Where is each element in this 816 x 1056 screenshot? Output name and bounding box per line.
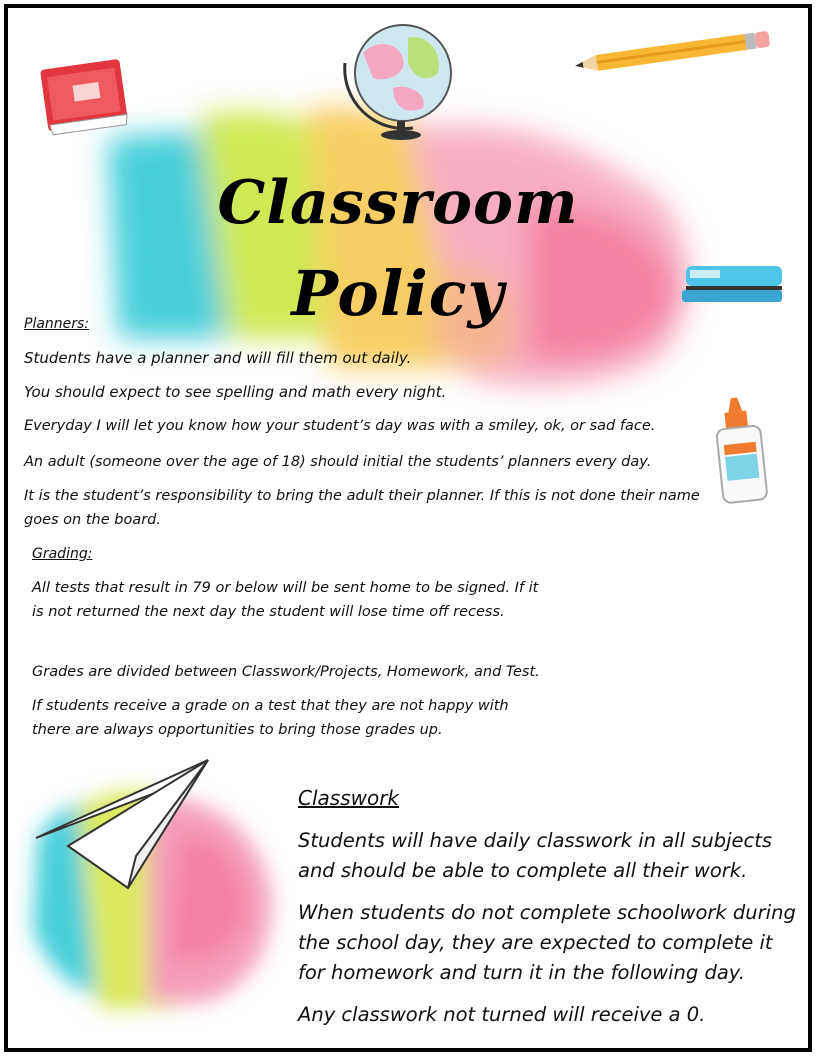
page-title-line2: Policy — [291, 257, 505, 330]
planners-line: Everyday I will let you know how your student’s day was with a smiley, ok, or sad face. — [24, 418, 656, 434]
grading-item: If students receive a grade on a test that they are not happy with there are always opportunities to bring those grades up. — [32, 698, 509, 738]
notebook-icon — [40, 59, 128, 135]
watercolor-splash-title — [108, 107, 689, 386]
grading-item: Grades are divided between Classwork/Projects, Homework, and Test. — [32, 664, 540, 680]
planners-heading: Planners: — [24, 316, 90, 332]
planners-line: It is the student’s responsibility to bring the adult their planner. If this is not done their name goes on the board. — [24, 488, 700, 528]
planners-line: Students have a planner and will fill them out daily. — [24, 349, 412, 367]
pencil-icon — [574, 31, 770, 74]
classwork-item: Students will have daily classwork in all subjects and should be able to complete all their work. — [298, 829, 773, 882]
planners-line: You should expect to see spelling and math every night. — [24, 383, 447, 401]
planners-line: An adult (someone over the age of 18) should initial the students’ planners every day. — [24, 454, 652, 470]
classwork-item: When students do not complete schoolwork during the school day, they are expected to complete it for homework and turn it in the following day. — [298, 901, 796, 984]
stapler-icon — [682, 266, 782, 302]
page-title-line1: Classroom — [217, 168, 579, 238]
glue-bottle-icon — [713, 395, 768, 503]
grading-heading: Grading: — [32, 546, 93, 562]
classwork-item: Any classwork not turned will receive a 0. — [298, 1003, 706, 1026]
classwork-heading: Classwork — [298, 786, 400, 810]
policy-page — [4, 4, 812, 1052]
grading-item: All tests that result in 79 or below will be sent home to be signed. If it is not returned the next day the student will lose time off recess. — [32, 580, 539, 620]
